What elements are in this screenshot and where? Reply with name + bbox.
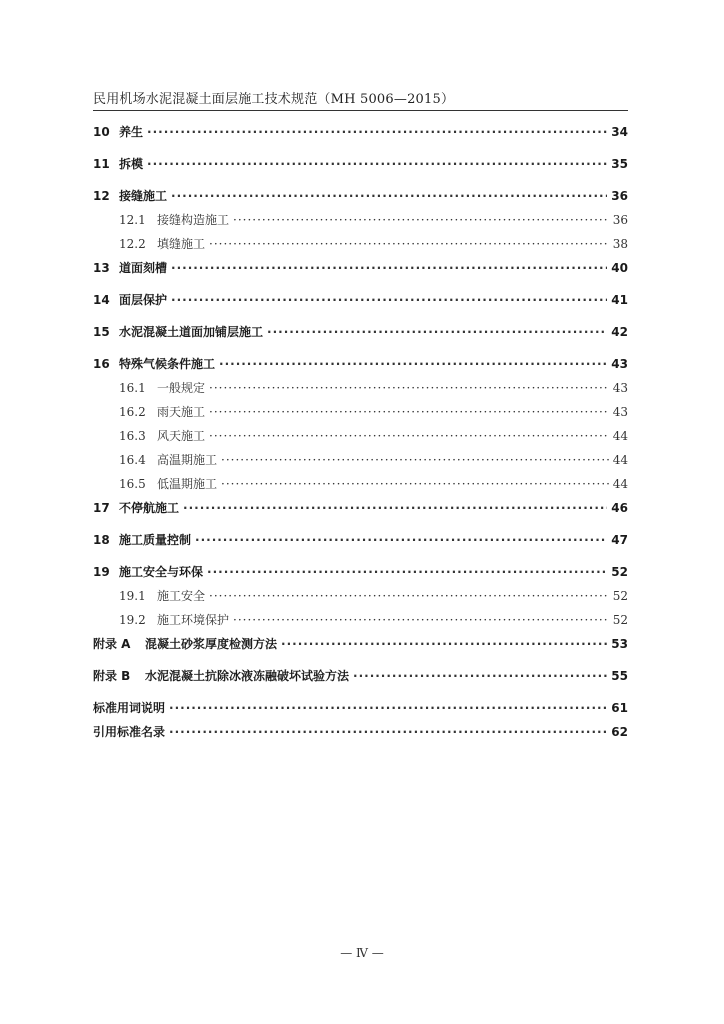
toc-title: 不停航施工 (119, 501, 180, 515)
toc-page: 61 (611, 701, 628, 715)
toc-title: 接缝施工 (119, 189, 168, 203)
toc-entry-16-2[interactable] (93, 404, 628, 420)
toc-number: 11 (93, 157, 110, 171)
toc-page: 47 (611, 533, 628, 547)
toc-leader (219, 356, 607, 372)
toc-leader (195, 532, 607, 548)
toc-page: 43 (612, 405, 628, 419)
toc-entry-10[interactable] (93, 124, 628, 140)
toc-title: 水泥混凝土抗除冰液冻融破坏试验方法 (145, 669, 350, 683)
toc-title: 混凝土砂浆厚度检测方法 (145, 637, 278, 651)
toc-page: 41 (611, 293, 628, 307)
toc-leader (169, 700, 607, 716)
toc-number: 15 (93, 325, 110, 339)
toc-page: 40 (611, 261, 628, 275)
toc-leader (281, 636, 607, 652)
toc-title: 填缝施工 (157, 237, 206, 251)
toc-number: 14 (93, 293, 110, 307)
toc-number: 19.2 (119, 613, 146, 627)
toc-page: 44 (612, 477, 628, 491)
toc-entry-16-1[interactable] (93, 380, 628, 396)
toc-entry-12[interactable] (93, 188, 628, 204)
toc-entry-18[interactable] (93, 532, 628, 548)
toc-title: 道面刻槽 (119, 261, 168, 275)
toc-leader (171, 292, 607, 308)
toc-page: 35 (611, 157, 628, 171)
toc-title: 标准用词说明 (93, 701, 166, 715)
toc-page: 36 (611, 189, 628, 203)
toc-leader (221, 476, 609, 492)
toc-number: 16 (93, 357, 110, 371)
toc-leader (147, 124, 607, 140)
toc-entry-14[interactable] (93, 292, 628, 308)
toc-title: 接缝构造施工 (157, 213, 230, 227)
page-header: 民用机场水泥混凝土面层施工技术规范（MH 5006—2015） (93, 92, 455, 107)
toc-title: 低温期施工 (157, 477, 218, 491)
toc-title: 引用标准名录 (93, 725, 166, 739)
toc-number: 12.2 (119, 237, 146, 251)
toc-title: 养生 (119, 125, 144, 139)
toc-leader (171, 260, 607, 276)
toc-number: 17 (93, 501, 110, 515)
toc-title: 风天施工 (157, 429, 206, 443)
toc-leader (147, 156, 607, 172)
toc-page: 43 (611, 357, 628, 371)
toc-number: 16.4 (119, 453, 146, 467)
toc-number: 附录 A (93, 637, 131, 651)
header-rule (93, 110, 628, 111)
toc-title: 雨天施工 (157, 405, 206, 419)
toc-number: 10 (93, 125, 110, 139)
toc-title: 施工质量控制 (119, 533, 192, 547)
toc-page: 42 (611, 325, 628, 339)
toc-number: 13 (93, 261, 110, 275)
toc-entry-12-1[interactable] (93, 212, 628, 228)
toc-leader (267, 324, 607, 340)
toc-number: 19.1 (119, 589, 146, 603)
toc-page: 62 (611, 725, 628, 739)
toc-title: 高温期施工 (157, 453, 218, 467)
toc-entry-17[interactable] (93, 500, 628, 516)
toc-leader (233, 612, 609, 628)
toc-title: 施工安全 (157, 589, 206, 603)
toc-page: 34 (611, 125, 628, 139)
toc-number: 12 (93, 189, 110, 203)
toc-page: 36 (612, 213, 628, 227)
toc-entry-16-5[interactable] (93, 476, 628, 492)
toc-entry-appendix-b[interactable] (93, 668, 628, 684)
toc-leader (209, 588, 609, 604)
toc-page: 55 (611, 669, 628, 683)
toc-title: 特殊气候条件施工 (119, 357, 216, 371)
toc-leader (209, 380, 609, 396)
toc-page: 46 (611, 501, 628, 515)
toc-entry-19-1[interactable] (93, 588, 628, 604)
toc-leader (209, 428, 609, 444)
toc-leader (209, 236, 609, 252)
toc-entry-16[interactable] (93, 356, 628, 372)
toc-entry-11[interactable] (93, 156, 628, 172)
toc-number: 12.1 (119, 213, 146, 227)
toc-title: 水泥混凝土道面加铺层施工 (119, 325, 264, 339)
toc-entry-19-2[interactable] (93, 612, 628, 628)
toc-title: 施工环境保护 (157, 613, 230, 627)
toc-leader (183, 500, 607, 516)
toc-entry-19[interactable] (93, 564, 628, 580)
toc-page: 44 (612, 453, 628, 467)
page-number: — Ⅳ — (340, 946, 384, 960)
toc-page: 43 (612, 381, 628, 395)
toc-number: 19 (93, 565, 110, 579)
toc-entry-13[interactable] (93, 260, 628, 276)
toc-page: 52 (612, 613, 628, 627)
toc-number: 16.5 (119, 477, 146, 491)
toc-entry-referenced-standards[interactable] (93, 724, 628, 740)
toc-leader (221, 452, 609, 468)
toc-number: 16.1 (119, 381, 146, 395)
toc-entry-wording-explanation[interactable] (93, 700, 628, 716)
toc-number: 18 (93, 533, 110, 547)
toc-leader (353, 668, 607, 684)
toc-entry-16-4[interactable] (93, 452, 628, 468)
toc-number: 16.3 (119, 429, 146, 443)
toc-page: 44 (612, 429, 628, 443)
toc-page: 38 (612, 237, 628, 251)
toc-leader (209, 404, 609, 420)
toc-entry-12-2[interactable] (93, 236, 628, 252)
toc-number: 附录 B (93, 669, 131, 683)
toc-page: 53 (611, 637, 628, 651)
toc-page: 52 (612, 589, 628, 603)
toc-title: 一般规定 (157, 381, 206, 395)
toc-leader (233, 212, 609, 228)
toc-number: 16.2 (119, 405, 146, 419)
toc-title: 拆模 (119, 157, 144, 171)
toc-leader (171, 188, 607, 204)
toc-leader (169, 724, 607, 740)
toc-title: 面层保护 (119, 293, 168, 307)
toc-leader (207, 564, 607, 580)
toc-page: 52 (611, 565, 628, 579)
toc-title: 施工安全与环保 (119, 565, 204, 579)
toc-entry-16-3[interactable] (93, 428, 628, 444)
toc-entry-15[interactable] (93, 324, 628, 340)
toc-entry-appendix-a[interactable] (93, 636, 628, 652)
